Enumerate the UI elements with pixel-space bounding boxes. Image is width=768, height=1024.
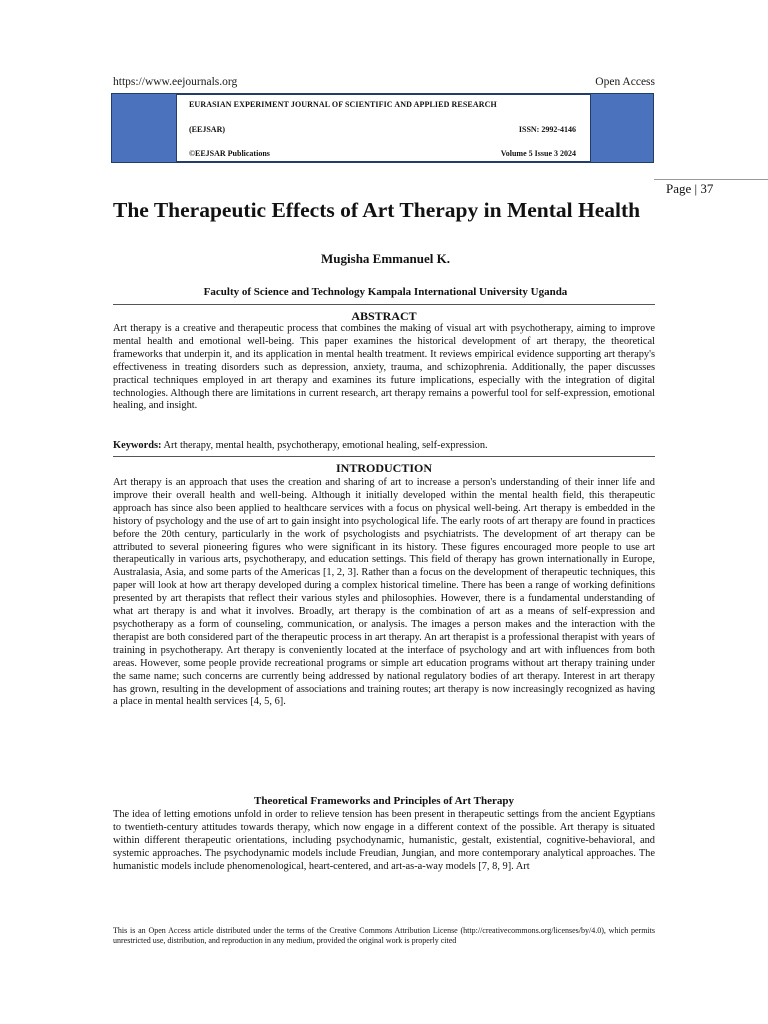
divider [113, 304, 655, 305]
license-footer: This is an Open Access article distributed under the terms of the Creative Commons Attribution License (http://creativecommons.org/licenses/by/4.0), which permits unrestricted use, distribution, and reproduction in any medium, provided the original work is properly cited [113, 926, 655, 945]
journal-publisher: ©EEJSAR Publications [189, 149, 270, 158]
open-access-label: Open Access [595, 76, 655, 88]
abstract-heading: ABSTRACT [351, 309, 417, 323]
journal-issn: ISSN: 2992-4146 [518, 125, 576, 134]
journal-volume: Volume 5 Issue 3 2024 [500, 149, 576, 158]
banner-left-block [111, 93, 177, 163]
journal-abbreviation: (EEJSAR) [189, 125, 226, 134]
article-title: The Therapeutic Effects of Art Therapy in Mental Health [113, 198, 641, 222]
divider [113, 456, 655, 457]
introduction-heading: INTRODUCTION [335, 461, 432, 475]
frameworks-text: The idea of letting emotions unfold in order to relieve tension has been present in therapeutic settings from the ancient Egyptians to twentieth-century attitudes towards therapy, which now engage in a different context of the possible. Art therapy is situated within different therapeutic orientations, including psychodynamic, humanistic, gestalt, existential, cognitive-behavioral, and systemic approaches. The psychodynamic models include Freudian, Jungian, and more contemporary analytical approaches. The humanistic models include phenomenological, heart-centered, and art-as-a-way models [7, 8, 9]. Art [113, 809, 655, 872]
article-author: Mugisha Emmanuel K. [321, 251, 450, 266]
page-number: Page | 37 [666, 181, 714, 196]
journal-url[interactable]: https://www.eejournals.org [113, 76, 238, 88]
journal-title: EURASIAN EXPERIMENT JOURNAL OF SCIENTIFIC AND APPLIED RESEARCH [189, 100, 497, 109]
abstract-text: Art therapy is a creative and therapeutic process that combines the making of visual art with psychotherapy, aiming to improve mental health and emotional well-being. This paper examines the historical development of art therapy, the theoretical frameworks that underpin it, and its application in mental health treatment. It reviews empirical evidence supporting art therapy's effectiveness in treating disorders such as depression, anxiety, trauma, and schizophrenia. Additionally, the paper discusses practical techniques employed in art therapy and examines its future implications, especially with the integration of digital technologies. Although there are limitations in current research, art therapy remains a powerful tool for self-expression, emotional healing, and insight. [113, 323, 655, 412]
author-affiliation: Faculty of Science and Technology Kampala International University Uganda [203, 286, 568, 298]
keywords-label: Keywords: [113, 440, 162, 451]
journal-banner [111, 93, 654, 163]
page-label-rule [654, 179, 768, 180]
frameworks-heading: Theoretical Frameworks and Principles of Art Therapy [254, 795, 514, 807]
keywords [113, 439, 655, 452]
keywords-list: Art therapy, mental health, psychotherapy, emotional healing, self-expression. [163, 440, 488, 451]
introduction-text: Art therapy is an approach that uses the creation and sharing of art to increase a person's understanding of their inner life and improve their overall health and well-being. Although it initially developed within the mental health field, this therapeutic approach has since also been applied to healthcare services with a focus on physical well-being. Art therapy is embedded in the history of psychology and the use of art to gain insight into psychological life. The early roots of art therapy are found in practices before the 20th century, particularly in the work of psychologists and psychiatrists. The development of art therapy can be attributed to several pioneering figures who were significant in its history. These figures encouraged more people to use art therapeutically in various arts, psychotherapy, and education settings. This field of therapy has grown internationally in Europe, Australasia, Asia, and some parts of the Americas [1, 2, 3]. Rather than a focus on the development of therapeutic techniques, this paper will look at how art therapy developed during a complex historical timeline. There has been a range of working definitions presented by art therapists that reflect their various styles and philosophies. However, there is a fundamental understanding of what art therapy is and what it involves. Broadly, art therapy is the combination of art as a means of self-expression and psychotherapy as a form of counseling, communication, or analysis. The images a person makes and the interaction with the therapist are both considered part of the therapeutic process in art therapy. An art therapist is a professional therapist with years of training in psychotherapy. Art therapy is conveniently located at the interface of psychology and art with influences from both areas. However, some people provide recreational programs or simple art education programs without art therapy training under the same name; such concerns are currently being addressed by national regulatory bodies of art therapy. Interest in art therapy has grown, resulting in the development of associations and training routes; art therapy is now increasingly recognized as having a place in mental health services [4, 5, 6]. [113, 477, 655, 708]
banner-right-block [590, 93, 654, 163]
banner-center [177, 93, 590, 163]
